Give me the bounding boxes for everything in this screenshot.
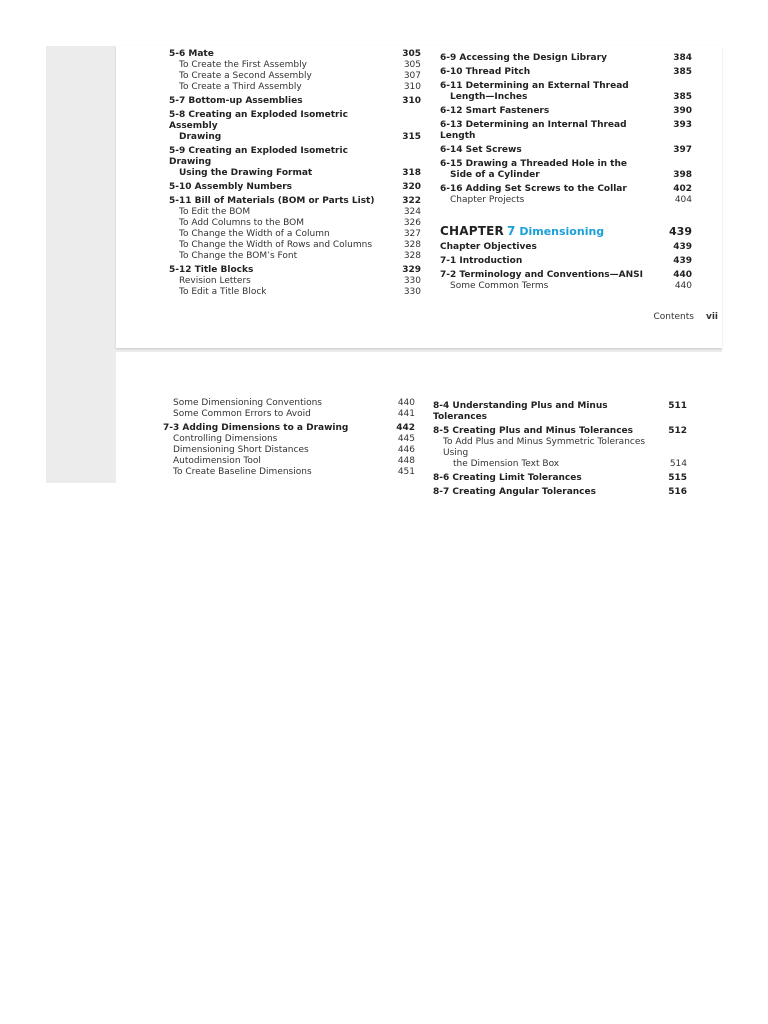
toc-entry-title xyxy=(163,445,385,456)
toc-entry-title-continuation: Using the Drawing Format xyxy=(179,168,313,178)
toc-entry-page: 324 xyxy=(403,207,421,217)
toc-entry-page: 322 xyxy=(402,196,421,206)
toc-entry-page: 440 xyxy=(397,398,415,408)
toc-right-column-top xyxy=(440,53,692,206)
toc-entry-title xyxy=(169,71,391,82)
toc-entry-title xyxy=(163,456,385,467)
toc-entry-page: 445 xyxy=(397,434,415,444)
toc-entry xyxy=(440,159,692,181)
toc-entry xyxy=(163,467,415,478)
chapter-page: 439 xyxy=(669,225,692,238)
toc-entry-title-line: 6-14 Set Screws xyxy=(440,145,522,155)
toc-entry xyxy=(440,106,692,117)
toc-entry-title xyxy=(440,120,662,142)
toc-entry-page: 318 xyxy=(402,168,421,178)
toc-entry-title-line: Some Dimensioning Conventions xyxy=(173,398,322,408)
toc-entry-page: 442 xyxy=(396,423,415,433)
toc-entry-page: 310 xyxy=(403,82,421,92)
toc-entry xyxy=(440,242,692,253)
toc-entry-title xyxy=(169,182,391,193)
toc-entry-page: 398 xyxy=(673,170,692,180)
toc-entry-title xyxy=(169,146,391,179)
toc-entry-title-line: 6-13 Determining an Internal Thread Length xyxy=(440,120,627,141)
toc-entry-title-line: 5-7 Bottom-up Assemblies xyxy=(169,96,303,106)
toc-entry-page: 305 xyxy=(403,60,421,70)
toc-entry-page: 515 xyxy=(668,473,687,483)
toc-entry-page: 512 xyxy=(668,426,687,436)
toc-entry-title xyxy=(169,110,391,143)
toc-entry-title-line: 5-12 Title Blocks xyxy=(169,265,254,275)
toc-entry-title-line: Chapter Objectives xyxy=(440,242,537,252)
toc-entry xyxy=(440,81,692,103)
toc-entry-title xyxy=(169,240,391,251)
toc-entry-title-line: 5-10 Assembly Numbers xyxy=(169,182,293,192)
toc-entry-title xyxy=(440,53,662,64)
toc-entry-page: 385 xyxy=(673,67,692,77)
toc-entry xyxy=(169,110,421,143)
toc-entry-title-line: 6-15 Drawing a Threaded Hole in the xyxy=(440,159,627,169)
toc-entry-title xyxy=(440,145,662,156)
toc-entry-title xyxy=(169,265,391,276)
toc-entry-page: 440 xyxy=(673,270,692,280)
toc-entry-page: 514 xyxy=(669,459,687,469)
document-viewer[interactable] xyxy=(46,46,722,497)
toc-entry xyxy=(433,401,687,423)
toc-entry-title xyxy=(440,81,662,103)
toc-entry-page: 440 xyxy=(674,281,692,291)
toc-entry xyxy=(440,120,692,142)
toc-entry-title xyxy=(169,229,391,240)
toc-entry-title xyxy=(163,409,385,420)
toc-entry-page: 328 xyxy=(403,251,421,261)
toc-entry-title-line: Controlling Dimensions xyxy=(173,434,278,444)
toc-entry xyxy=(163,409,415,420)
toc-entry-page: 305 xyxy=(402,49,421,59)
toc-entry-title-line: Autodimension Tool xyxy=(173,456,261,466)
toc-entry-page: 439 xyxy=(673,256,692,266)
toc-left-column xyxy=(169,46,421,298)
toc-entry-page: 327 xyxy=(403,229,421,239)
toc-entry-title-line: To Change the Width of a Column xyxy=(179,229,330,239)
toc-entry-title-line: To Add Columns to the BOM xyxy=(179,218,305,228)
toc-entry xyxy=(433,487,687,498)
toc-entry-page: 330 xyxy=(403,287,421,297)
chapter-heading xyxy=(440,220,692,239)
toc-entry xyxy=(440,53,692,64)
toc-entry-title xyxy=(163,467,385,478)
toc-entry xyxy=(169,229,421,240)
toc-entry-title xyxy=(440,184,662,195)
chapter-label: CHAPTER xyxy=(440,224,504,238)
toc-right-column-bottom xyxy=(440,242,692,292)
toc-entry-title xyxy=(433,487,657,498)
toc-entry-page: 446 xyxy=(397,445,415,455)
toc-entry-title xyxy=(169,96,391,107)
toc-entry xyxy=(163,434,415,445)
toc-entry-title-continuation: Side of a Cylinder xyxy=(450,170,540,180)
toc-entry-title xyxy=(433,437,657,470)
toc-left-column-page2 xyxy=(163,398,415,478)
toc-entry-title xyxy=(169,196,391,207)
toc-entry-title-line: Chapter Projects xyxy=(450,195,525,205)
toc-page-next xyxy=(116,352,722,497)
toc-entry xyxy=(433,473,687,484)
toc-entry-title xyxy=(169,207,391,218)
toc-entry xyxy=(440,145,692,156)
toc-entry xyxy=(169,287,421,298)
toc-entry xyxy=(440,270,692,281)
toc-entry-title xyxy=(440,67,662,78)
toc-entry-title xyxy=(440,270,662,281)
toc-entry-title-line: 7-2 Terminology and Conventions—ANSI xyxy=(440,270,643,280)
toc-entry-page: 404 xyxy=(674,195,692,205)
toc-entry-title-line: 5-9 Creating an Exploded Isometric Drawing xyxy=(169,146,348,167)
toc-entry xyxy=(163,398,415,409)
toc-entry-page: 307 xyxy=(403,71,421,81)
toc-entry-title xyxy=(433,426,657,437)
toc-entry-title-line: Revision Letters xyxy=(179,276,251,286)
toc-entry xyxy=(169,60,421,71)
toc-entry-title-line: Some Common Terms xyxy=(450,281,549,291)
toc-entry-title xyxy=(433,401,657,423)
toc-entry-page: 390 xyxy=(673,106,692,116)
toc-entry-title xyxy=(440,195,662,206)
toc-entry-title xyxy=(169,82,391,93)
page-footer xyxy=(653,312,718,322)
toc-entry xyxy=(163,423,415,434)
toc-entry xyxy=(440,184,692,195)
toc-entry-title-continuation: Drawing xyxy=(179,132,222,142)
toc-entry-title xyxy=(169,60,391,71)
toc-entry-title xyxy=(440,242,662,253)
toc-entry-title-line: 6-9 Accessing the Design Library xyxy=(440,53,607,63)
toc-entry-page: 315 xyxy=(402,132,421,142)
toc-entry-title-line: 6-11 Determining an External Thread xyxy=(440,81,629,91)
footer-page-number: vii xyxy=(705,312,718,322)
toc-entry-title-line: 8-7 Creating Angular Tolerances xyxy=(433,487,596,497)
toc-entry-page: 385 xyxy=(673,92,692,102)
toc-entry-title xyxy=(440,106,662,117)
toc-entry xyxy=(433,426,687,437)
toc-entry-title xyxy=(440,281,662,292)
toc-entry xyxy=(169,207,421,218)
toc-entry-title-line: 6-16 Adding Set Screws to the Collar xyxy=(440,184,627,194)
toc-entry-title-line: 8-5 Creating Plus and Minus Tolerances xyxy=(433,426,633,436)
toc-entry-title-line: Dimensioning Short Distances xyxy=(173,445,309,455)
toc-entry xyxy=(169,218,421,229)
toc-entry-title xyxy=(163,423,385,434)
toc-entry-title xyxy=(169,218,391,229)
toc-entry-title-line: 6-10 Thread Pitch xyxy=(440,67,531,77)
toc-entry-title-line: 6-12 Smart Fasteners xyxy=(440,106,550,116)
toc-entry-title xyxy=(169,276,391,287)
toc-entry-title-line: 5-6 Mate xyxy=(169,49,214,59)
toc-entry-page: 402 xyxy=(673,184,692,194)
toc-entry-page: 439 xyxy=(673,242,692,252)
toc-entry-page: 330 xyxy=(403,276,421,286)
toc-entry-page: 310 xyxy=(402,96,421,106)
toc-entry-page: 511 xyxy=(668,401,687,411)
toc-entry-page: 393 xyxy=(673,120,692,130)
toc-entry-title-line: To Create a Second Assembly xyxy=(179,71,312,81)
toc-entry xyxy=(169,196,421,207)
toc-entry-title-line: 7-1 Introduction xyxy=(440,256,523,266)
toc-entry-page: 329 xyxy=(402,265,421,275)
toc-entry xyxy=(440,67,692,78)
toc-entry-title xyxy=(433,473,657,484)
toc-entry-title-continuation: the Dimension Text Box xyxy=(453,459,560,469)
toc-page-vii xyxy=(116,46,722,348)
toc-entry-page: 448 xyxy=(397,456,415,466)
footer-label: Contents xyxy=(653,312,694,322)
toc-right-column-page2 xyxy=(433,398,687,498)
toc-entry-title-line: 5-11 Bill of Materials (BOM or Parts List) xyxy=(169,196,375,206)
toc-entry-title-line: To Change the BOM’s Font xyxy=(179,251,298,261)
toc-entry-title xyxy=(169,49,391,60)
toc-entry-page: 326 xyxy=(403,218,421,228)
toc-entry xyxy=(433,437,687,470)
toc-entry-title xyxy=(169,251,391,262)
toc-entry-page: 384 xyxy=(673,53,692,63)
toc-entry xyxy=(169,146,421,179)
toc-entry-title xyxy=(163,398,385,409)
toc-entry-title-continuation: Length—Inches xyxy=(450,92,528,102)
chapter-title: Dimensioning xyxy=(519,225,605,238)
toc-entry-page: 397 xyxy=(673,145,692,155)
toc-entry xyxy=(440,195,692,206)
chapter-number: 7 xyxy=(506,224,516,238)
toc-entry-page: 516 xyxy=(668,487,687,497)
toc-entry xyxy=(169,182,421,193)
toc-entry-title-line: To Create Baseline Dimensions xyxy=(173,467,312,477)
toc-entry-title-line: To Create the First Assembly xyxy=(179,60,307,70)
toc-entry-title-line: To Change the Width of Rows and Columns xyxy=(179,240,373,250)
toc-entry xyxy=(163,445,415,456)
toc-entry-title-line: 7-3 Adding Dimensions to a Drawing xyxy=(163,423,349,433)
toc-entry xyxy=(169,71,421,82)
toc-entry-title-line: To Add Plus and Minus Symmetric Tolerances Using xyxy=(443,437,646,458)
toc-entry xyxy=(169,251,421,262)
toc-right-column xyxy=(440,50,692,292)
toc-entry-title-line: To Create a Third Assembly xyxy=(179,82,302,92)
toc-entry xyxy=(163,456,415,467)
toc-entry xyxy=(169,82,421,93)
toc-entry xyxy=(169,240,421,251)
toc-entry-title xyxy=(440,159,662,181)
toc-entry-title-line: 8-4 Understanding Plus and Minus Tolerances xyxy=(433,401,608,422)
toc-entry-page: 328 xyxy=(403,240,421,250)
toc-entry-title xyxy=(163,434,385,445)
toc-entry-title-line: To Edit the BOM xyxy=(179,207,251,217)
toc-entry xyxy=(169,265,421,276)
toc-entry xyxy=(169,96,421,107)
toc-entry xyxy=(169,49,421,60)
toc-entry-title-line: 8-6 Creating Limit Tolerances xyxy=(433,473,582,483)
toc-entry-title-line: To Edit a Title Block xyxy=(179,287,267,297)
toc-entry-title xyxy=(169,287,391,298)
toc-entry xyxy=(440,256,692,267)
toc-entry xyxy=(440,281,692,292)
toc-entry-title-line: 5-8 Creating an Exploded Isometric Assembly xyxy=(169,110,348,131)
toc-entry-title-line: Some Common Errors to Avoid xyxy=(173,409,311,419)
toc-entry xyxy=(169,276,421,287)
toc-entry-page: 320 xyxy=(402,182,421,192)
toc-entry-page: 441 xyxy=(397,409,415,419)
toc-entry-page: 451 xyxy=(397,467,415,477)
toc-entry-title xyxy=(440,256,662,267)
